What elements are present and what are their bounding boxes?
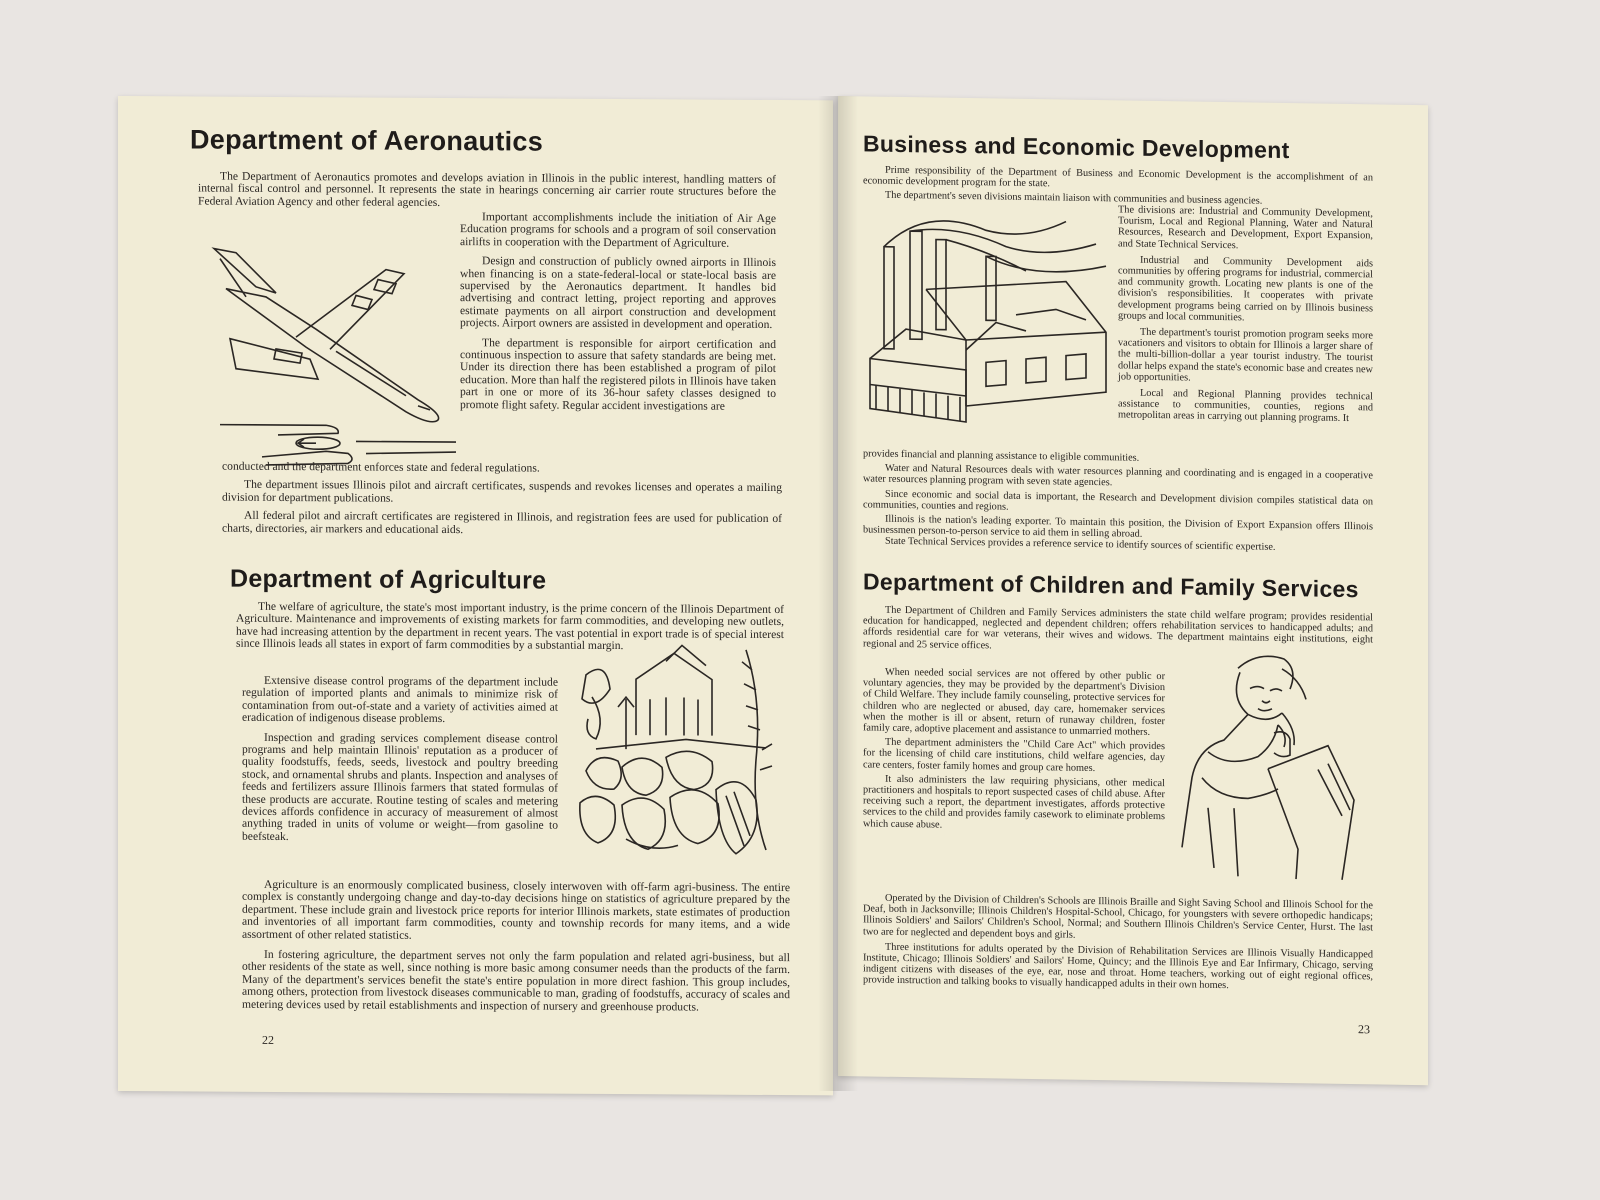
business-paragraph-9: Illinois is the nation's leading exporter. To maintain this position, the Division of Export Expansion offers Illinois businessmen person-to-person service to aid them in selling abroad. [863, 513, 1373, 541]
aeronautics-paragraph-6: All federal pilot and aircraft certificates are registered in Illinois, and registration fees are used for publication of charts, directories, air markers and educational aids. [222, 508, 782, 536]
business-paragraph-10: State Technical Services provides a reference service to identify sources of scientific expertise. [885, 536, 1276, 554]
business-heading: Business and Economic Development [863, 130, 1290, 164]
business-paragraph-5: The department's tourist promotion program seeks more vacationers and visitors to obtain for Illinois a larger share of the multi-billion-dollar a year tourist industry. The tourist dollar helps expand the state's economic base and creates new job opportunities. [1118, 326, 1373, 384]
children-paragraph-5: Operated by the Division of Children's Schools are Illinois Braille and Sight Saving School and Illinois School for the Deaf, both in Jacksonville; Illinois Children's Hospital-School, Chicago, for youngsters with severe orthopedic handicaps; Illinois Soldiers' and Sailors' Children's School, Normal; and Southern Illinois Children's Service Center, Hurst. The last two are for neglected and dependent boys and girls. [863, 892, 1373, 941]
business-paragraph-7: Water and Natural Resources deals with water resources planning and coordinating and is engaged in a cooperative water resources planning program with seven state agencies. [863, 462, 1373, 489]
aeronautics-intro [198, 170, 776, 211]
children-column [863, 666, 1165, 834]
agriculture-lower [242, 879, 790, 1014]
aeronautics-paragraph-1: The Department of Aeronautics promotes and develops aviation in Illinois in the public interest, handling matters of internal fiscal control and personnel. It represents the state in hearings concerning air carrier route structures before the Federal Aviation Agency and other federal agencies. [198, 169, 776, 209]
children-paragraph-2: When needed social services are not offered by other public or voluntary agencies, they may be provided by the department's Division of Child Welfare. They include family counseling, protective services for children who are neglected or abused, day care, homemaker services when the mother is ill or absent, return of runaway children, foster family care, adoptive placement and assistance to unmarried mothers. [863, 666, 1165, 738]
aeronautics-column [460, 211, 776, 413]
agriculture-paragraph-5: In fostering agriculture, the department serves not only the farm population and related agri-business, but all other residents of the state as well, since nothing is more basic among consumer needs than the products of the farm. Many of the department's services benefit the state's entire population in more direct fashion. This group includes, among others, protection from livestock diseases communicable to man, grading of foodstuffs, accuracy of scales and metering devices used by retail establishments and inspection of nursery and greenhouse products. [242, 947, 790, 1014]
business-lower [863, 448, 1373, 555]
business-paragraph-3: The divisions are: Industrial and Community Development, Tourism, Local and Regional Planning, Water and Natural Resources, Research and Development, Export Expansion, and State Technical Services. [1118, 204, 1373, 251]
business-paragraph-4: Industrial and Community Development aids communities by offering programs for industrial, commercial and community growth. Locating new plants is one of the division's responsibilities. It cooperates with private development programs being carried on by Illinois business groups and local communities. [1118, 254, 1373, 324]
agriculture-paragraph-4: Agriculture is an enormously complicated business, closely interwoven with off-farm agri-business. The entire complex is constantly undergoing change and day-to-day decisions hinge on statistics of agriculture prepared by the department. These include grain and livestock price reports for interior Illinois markets, state estimates of production and inventories of all important farm commodities, county and township records for many items, and a wide assortment of other related statistics. [242, 877, 790, 942]
aeronautics-paragraph-3: Design and construction of publicly owned airports in Illinois when financing is on a state-federal-local or state-local basis are supervised by the Aeronautics department. It handles bid advertising and contract letting, project reporting and approves estimate payments on all airport construction and development projects. Airport owners are assisted in development and operation. [460, 254, 776, 332]
page-number-left: 22 [262, 1032, 274, 1047]
children-heading: Department of Children and Family Services [863, 568, 1359, 603]
children-paragraph-1: The Department of Children and Family Services administers the state child welfare program; provides residential education for handicapped, neglected and dependent children; offers rehabilitation services to handicapped adults; and affords residential care for war veterans, their wives and widows. The department maintains eight institutions, eight regional and 25 service offices. [863, 604, 1373, 652]
right-page [838, 96, 1428, 1085]
farm-harvest-illustration [566, 639, 782, 870]
aeronautics-paragraph-4-continued: conducted and the department enforces state and federal regulations. [222, 459, 540, 475]
aeronautics-paragraph-2: Important accomplishments include the initiation of Air Age Education programs for schools and a program of soil conservation airlifts in cooperation with the Department of Agriculture. [460, 210, 776, 250]
business-column [1118, 204, 1373, 425]
business-paragraph-2: The department's seven divisions maintain liaison with communities and business agencies. [885, 190, 1263, 208]
children-paragraph-3: The department administers the "Child Care Act" which provides for the licensing of child care institutions, child welfare agencies, day care centers, foster family homes and group care homes. [863, 736, 1165, 774]
business-paragraph-6-continued: provides financial and planning assistance to eligible communities. [863, 448, 1140, 464]
children-paragraph-4: It also administers the law requiring physicians, other medical practitioners and hospitals to report suspected cases of child abuse. After receiving such a report, the department investigates, affords protective services to the child and provides family casework to eliminate problems which cause abuse. [863, 773, 1165, 831]
factory-illustration [866, 208, 1116, 442]
aeronautics-paragraph-5: The department issues Illinois pilot and aircraft certificates, suspends and revokes licenses and operates a mailing division for department publications. [222, 478, 782, 505]
agriculture-heading: Department of Agriculture [230, 564, 547, 595]
left-page [118, 96, 833, 1095]
business-paragraph-6: Local and Regional Planning provides technical assistance to communities, counties, regions and metropolitan areas in carrying out planning programs. It [1118, 387, 1373, 425]
woman-reading-illustration [1178, 647, 1378, 880]
aeronautics-paragraph-4: The department is responsible for airport certification and continuous inspection to assure that safety standards are being met. Under its direction there has been established a program of pilot education. More than half the registered pilots in Illinois have taken part in one or more of its 36-hour safety classes designed to promote flight safety. Regular accident investigations are [460, 335, 776, 413]
children-lower [863, 892, 1373, 994]
agriculture-paragraph-3: Inspection and grading services complement disease control programs and help maintain Illinois' reputation as a producer of quality foodstuffs, feeds, seeds, livestock and poultry breeding stock, and ornamental shrubs and plants. Inspection and analyses of feeds and fertilizers assure Illinois farmers that stated formulas of these products are accurate. Routine testing of scales and metering devices affords confidence in accuracy of measurement of almost anything traded in units of volume or weight—from gasoline to beefsteak. [242, 730, 558, 843]
business-paragraph-8: Since economic and social data is important, the Research and Development division compiles statistical data on communities, counties and regions. [863, 488, 1373, 513]
aeronautics-lower [222, 461, 782, 538]
business-intro [863, 164, 1373, 209]
agriculture-paragraph-1: The welfare of agriculture, the state's most important industry, is the prime concern of the Illinois Department of Agriculture. Maintenance and improvements of existing markets for farm commodities, and developing new outlets, have had increasing attention by the department in recent years. The vast potential in export trade is of special interest since Illinois leads all states in export of farm commodities by a substantial margin. [236, 599, 784, 653]
children-paragraph-6: Three institutions for adults operated by the Division of Rehabilitation Services are Illinois Visually Handicapped Institute, Chicago; Illinois Soldiers' and Sailors' Home, Quincy; and the Illinois Eye and Ear Infirmary, Chicago, serving indigent citizens with diseases of the eye, ear, nose and throat. Home teachers, working out of eight regional offices, provide instruction and talking books to visually handicapped adults in their own homes. [863, 941, 1373, 992]
agriculture-paragraph-2: Extensive disease control programs of the department include regulation of imported plants and animals to minimize risk of contamination from out-of-state and a variety of activities aimed at eradication of indigenous disease problems. [242, 673, 558, 726]
business-paragraph-1: Prime responsibility of the Department of Business and Economic Development is the accomplishment of an economic development program for the state. [863, 164, 1373, 190]
booklet-spread [118, 96, 1418, 1096]
page-number-right: 23 [1358, 1022, 1370, 1037]
aeronautics-heading: Department of Aeronautics [190, 124, 544, 157]
airplane-illustration [206, 229, 456, 471]
agriculture-column [242, 675, 558, 845]
